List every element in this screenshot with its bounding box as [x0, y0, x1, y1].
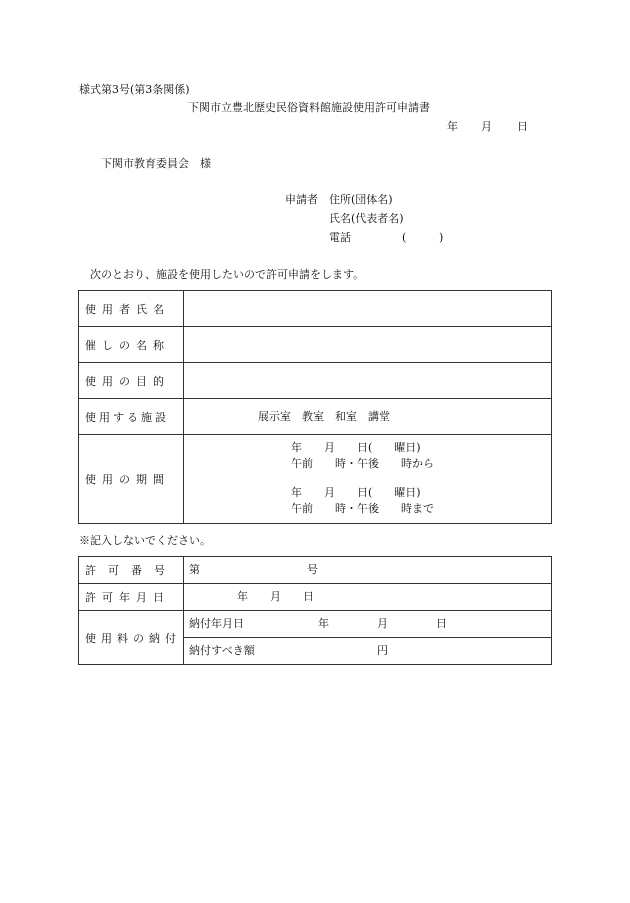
intro-text: 次のとおり、施設を使用したいので許可申請をします。	[90, 268, 365, 281]
payment-date-label: 納付年月日	[189, 617, 244, 630]
date-day-label: 日	[517, 120, 528, 133]
event-name-field[interactable]	[184, 327, 552, 363]
permit-date-label: 許可年月日	[85, 591, 170, 604]
office-use-note: ※記入しないでください。	[79, 534, 211, 547]
date-month-label: 月	[481, 120, 492, 133]
start-time: 午前 時・午後 時から	[291, 457, 434, 470]
permit-date-field[interactable]	[184, 584, 552, 611]
row-payment-date	[79, 611, 552, 638]
row-purpose	[79, 363, 552, 399]
facility-options: 展示室 教室 和室 講堂	[258, 410, 390, 423]
user-name-label: 使用者氏名	[85, 302, 170, 316]
form-number: 様式第3号(第3条関係)	[79, 83, 190, 96]
row-period	[79, 435, 552, 524]
period-field[interactable]	[184, 435, 552, 524]
payment-year-label: 年	[318, 617, 329, 630]
form-title: 下関市立豊北歴史民俗資料館施設使用許可申請書	[188, 101, 430, 114]
payment-amount-field[interactable]	[184, 638, 552, 665]
row-permit-number	[79, 557, 552, 584]
row-facility	[79, 399, 552, 435]
amount-unit: 円	[377, 644, 388, 657]
facility-field[interactable]	[184, 399, 552, 435]
start-date: 年 月 日( 曜日)	[291, 441, 421, 454]
permit-date-value: 年 月 日	[237, 590, 314, 603]
permit-number-prefix: 第	[189, 563, 200, 576]
applicant-label: 申請者	[285, 193, 318, 206]
office-table	[78, 556, 552, 665]
phone-paren-close: )	[439, 231, 444, 244]
event-name-label: 催しの名称	[85, 338, 170, 352]
address-label: 住所(団体名)	[329, 193, 393, 206]
payment-day-label: 日	[436, 617, 447, 630]
date-year-label: 年	[447, 120, 458, 133]
row-permit-date	[79, 584, 552, 611]
usage-table	[78, 290, 552, 524]
facility-label: 使用する施設	[85, 410, 169, 424]
phone-label: 電話	[329, 231, 351, 244]
permit-number-label: 許可番号	[85, 564, 177, 577]
payment-date-field[interactable]	[184, 611, 552, 638]
row-event-name	[79, 327, 552, 363]
user-name-field[interactable]	[184, 291, 552, 327]
row-user-name	[79, 291, 552, 327]
end-time: 午前 時・午後 時まで	[291, 502, 434, 515]
phone-paren-open: (	[402, 231, 407, 244]
payment-month-label: 月	[377, 617, 388, 630]
permit-number-suffix: 号	[307, 563, 318, 576]
purpose-field[interactable]	[184, 363, 552, 399]
name-label: 氏名(代表者名)	[329, 212, 404, 225]
end-date: 年 月 日( 曜日)	[291, 486, 421, 499]
addressee: 下関市教育委員会 様	[101, 157, 211, 170]
purpose-label: 使用の目的	[85, 374, 170, 388]
fee-payment-label: 使用料の納付	[85, 631, 181, 645]
amount-label: 納付すべき額	[189, 644, 255, 657]
permit-number-field[interactable]	[184, 557, 552, 584]
period-label: 使用の期間	[85, 473, 170, 486]
